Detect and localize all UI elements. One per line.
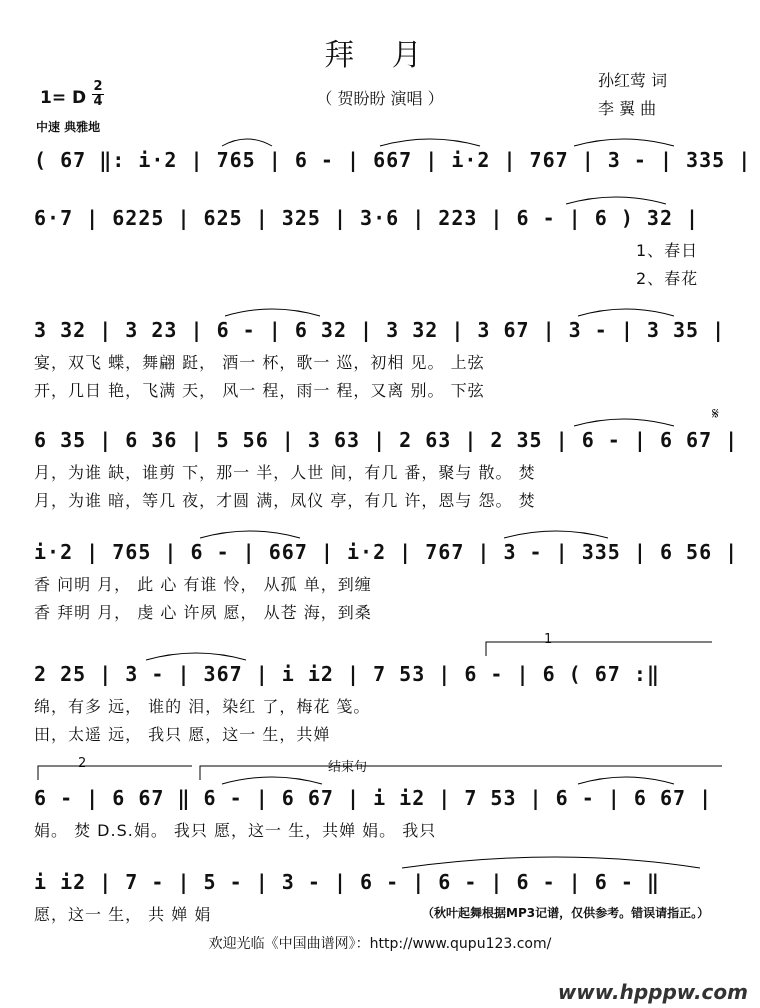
slur — [578, 777, 674, 784]
slur — [222, 777, 322, 784]
time-sig-bottom: 4 — [93, 94, 103, 109]
lyrics-row-5-verse-1: 香 问明 月， 此 心 有谁 怜， 从孤 单，到缠 — [34, 575, 372, 594]
slur — [225, 309, 320, 316]
watermark: www.hpppw.com — [557, 980, 748, 1004]
ending-label: 结束句 — [328, 760, 368, 775]
slur — [566, 197, 666, 204]
slur — [200, 531, 300, 538]
volta-1-number: 1 — [544, 632, 553, 647]
lyrics-row-4-verse-2: 月，为谁 暗，等几 夜，才圆 满，凤仪 亭，有几 许，恩与 怨。 焚 — [34, 491, 536, 510]
slur — [146, 653, 246, 660]
singer-line: （ 贺盼盼 演唱 ） — [316, 89, 444, 108]
staff-row-5: i·2 | 765 | 6 - | 667 | i·2 | 767 | 3 - | 335 | 6 56 | — [34, 540, 739, 564]
verse-label-1: 1、春日 — [636, 241, 699, 260]
segno-sign: 𝄋 — [712, 404, 719, 423]
lyrics-row-4-verse-1: 月，为谁 缺，谁剪 下，那一 半，人世 间，有几 番，聚与 散。 焚 — [34, 463, 536, 482]
lyrics-row-6-verse-1: 绵，有多 远， 谁的 泪，染红 了，梅花 笺。 — [34, 697, 371, 716]
staff-row-1: ( 67 ‖: i·2 | 765 | 6 - | 667 | i·2 | 767 | 3 - | 335 | — [34, 148, 752, 172]
staff-row-7: 6 - | 6 67 ‖ 6 - | 6 67 | i i2 | 7 53 | 6 - | 6 67 | — [34, 786, 713, 810]
staff-row-2: 6·7 | 6225 | 625 | 325 | 3·6 | 223 | 6 - | 6 ) 32 | — [34, 206, 700, 230]
staff-row-3: 3 32 | 3 23 | 6 - | 6 32 | 3 32 | 3 67 | 3 - | 3 35 | — [34, 318, 726, 342]
tempo-marking: 中速 典雅地 — [36, 120, 101, 134]
site-footer: 欢迎光临《中国曲谱网》：http://www.qupu123.com/ — [208, 936, 552, 952]
song-title: 拜 月 — [324, 38, 436, 73]
composer-credit: 李 翼 曲 — [598, 99, 657, 118]
slur — [574, 139, 674, 146]
transcription-remark: （秋叶起舞根据MP3记谱，仅供参考。错误请指正。） — [422, 906, 710, 920]
key-signature: 1= D — [40, 88, 87, 108]
slur — [504, 531, 608, 538]
lyrics-row-5-verse-2: 香 拜明 月， 虔 心 许夙 愿， 从苍 海，到桑 — [34, 603, 372, 622]
slur — [380, 139, 480, 146]
staff-row-4: 6 35 | 6 36 | 5 56 | 3 63 | 2 63 | 2 35 | 6 - | 6 67 | — [34, 428, 739, 452]
lyrics-row-3-verse-1: 宴，双飞 蝶，舞翩 跹， 酒一 杯，歌一 巡，初相 见。 上弦 — [34, 353, 485, 372]
slur — [574, 419, 674, 426]
lyrics-row-8: 愿，这一 生， 共 婵 娟 — [34, 905, 212, 924]
slur — [222, 139, 272, 146]
volta-2-number: 2 — [78, 756, 87, 771]
staff-row-8: i i2 | 7 - | 5 - | 3 - | 6 - | 6 - | 6 - | 6 - ‖ — [34, 870, 660, 894]
volta-1-bracket — [486, 642, 712, 656]
lyrics-row-3-verse-2: 开，几日 艳，飞满 天， 风一 程，雨一 程，又离 别。 下弦 — [34, 381, 485, 400]
lyrics-row-6-verse-2: 田，太遥 远， 我只 愿，这一 生，共婵 — [34, 725, 331, 744]
slur — [578, 309, 674, 316]
tie — [402, 857, 700, 868]
time-sig-top: 2 — [93, 79, 103, 94]
lyrics-row-7: 娟。 焚 D.S.娟。 我只 愿，这一 生，共婵 娟。 我只 — [34, 821, 437, 840]
verse-label-2: 2、春花 — [636, 269, 699, 288]
lyricist-credit: 孙红莺 词 — [598, 71, 668, 90]
volta-2-bracket — [38, 766, 192, 780]
staff-row-6: 2 25 | 3 - | 367 | i i2 | 7 53 | 6 - | 6 ( 67 :‖ — [34, 662, 660, 686]
